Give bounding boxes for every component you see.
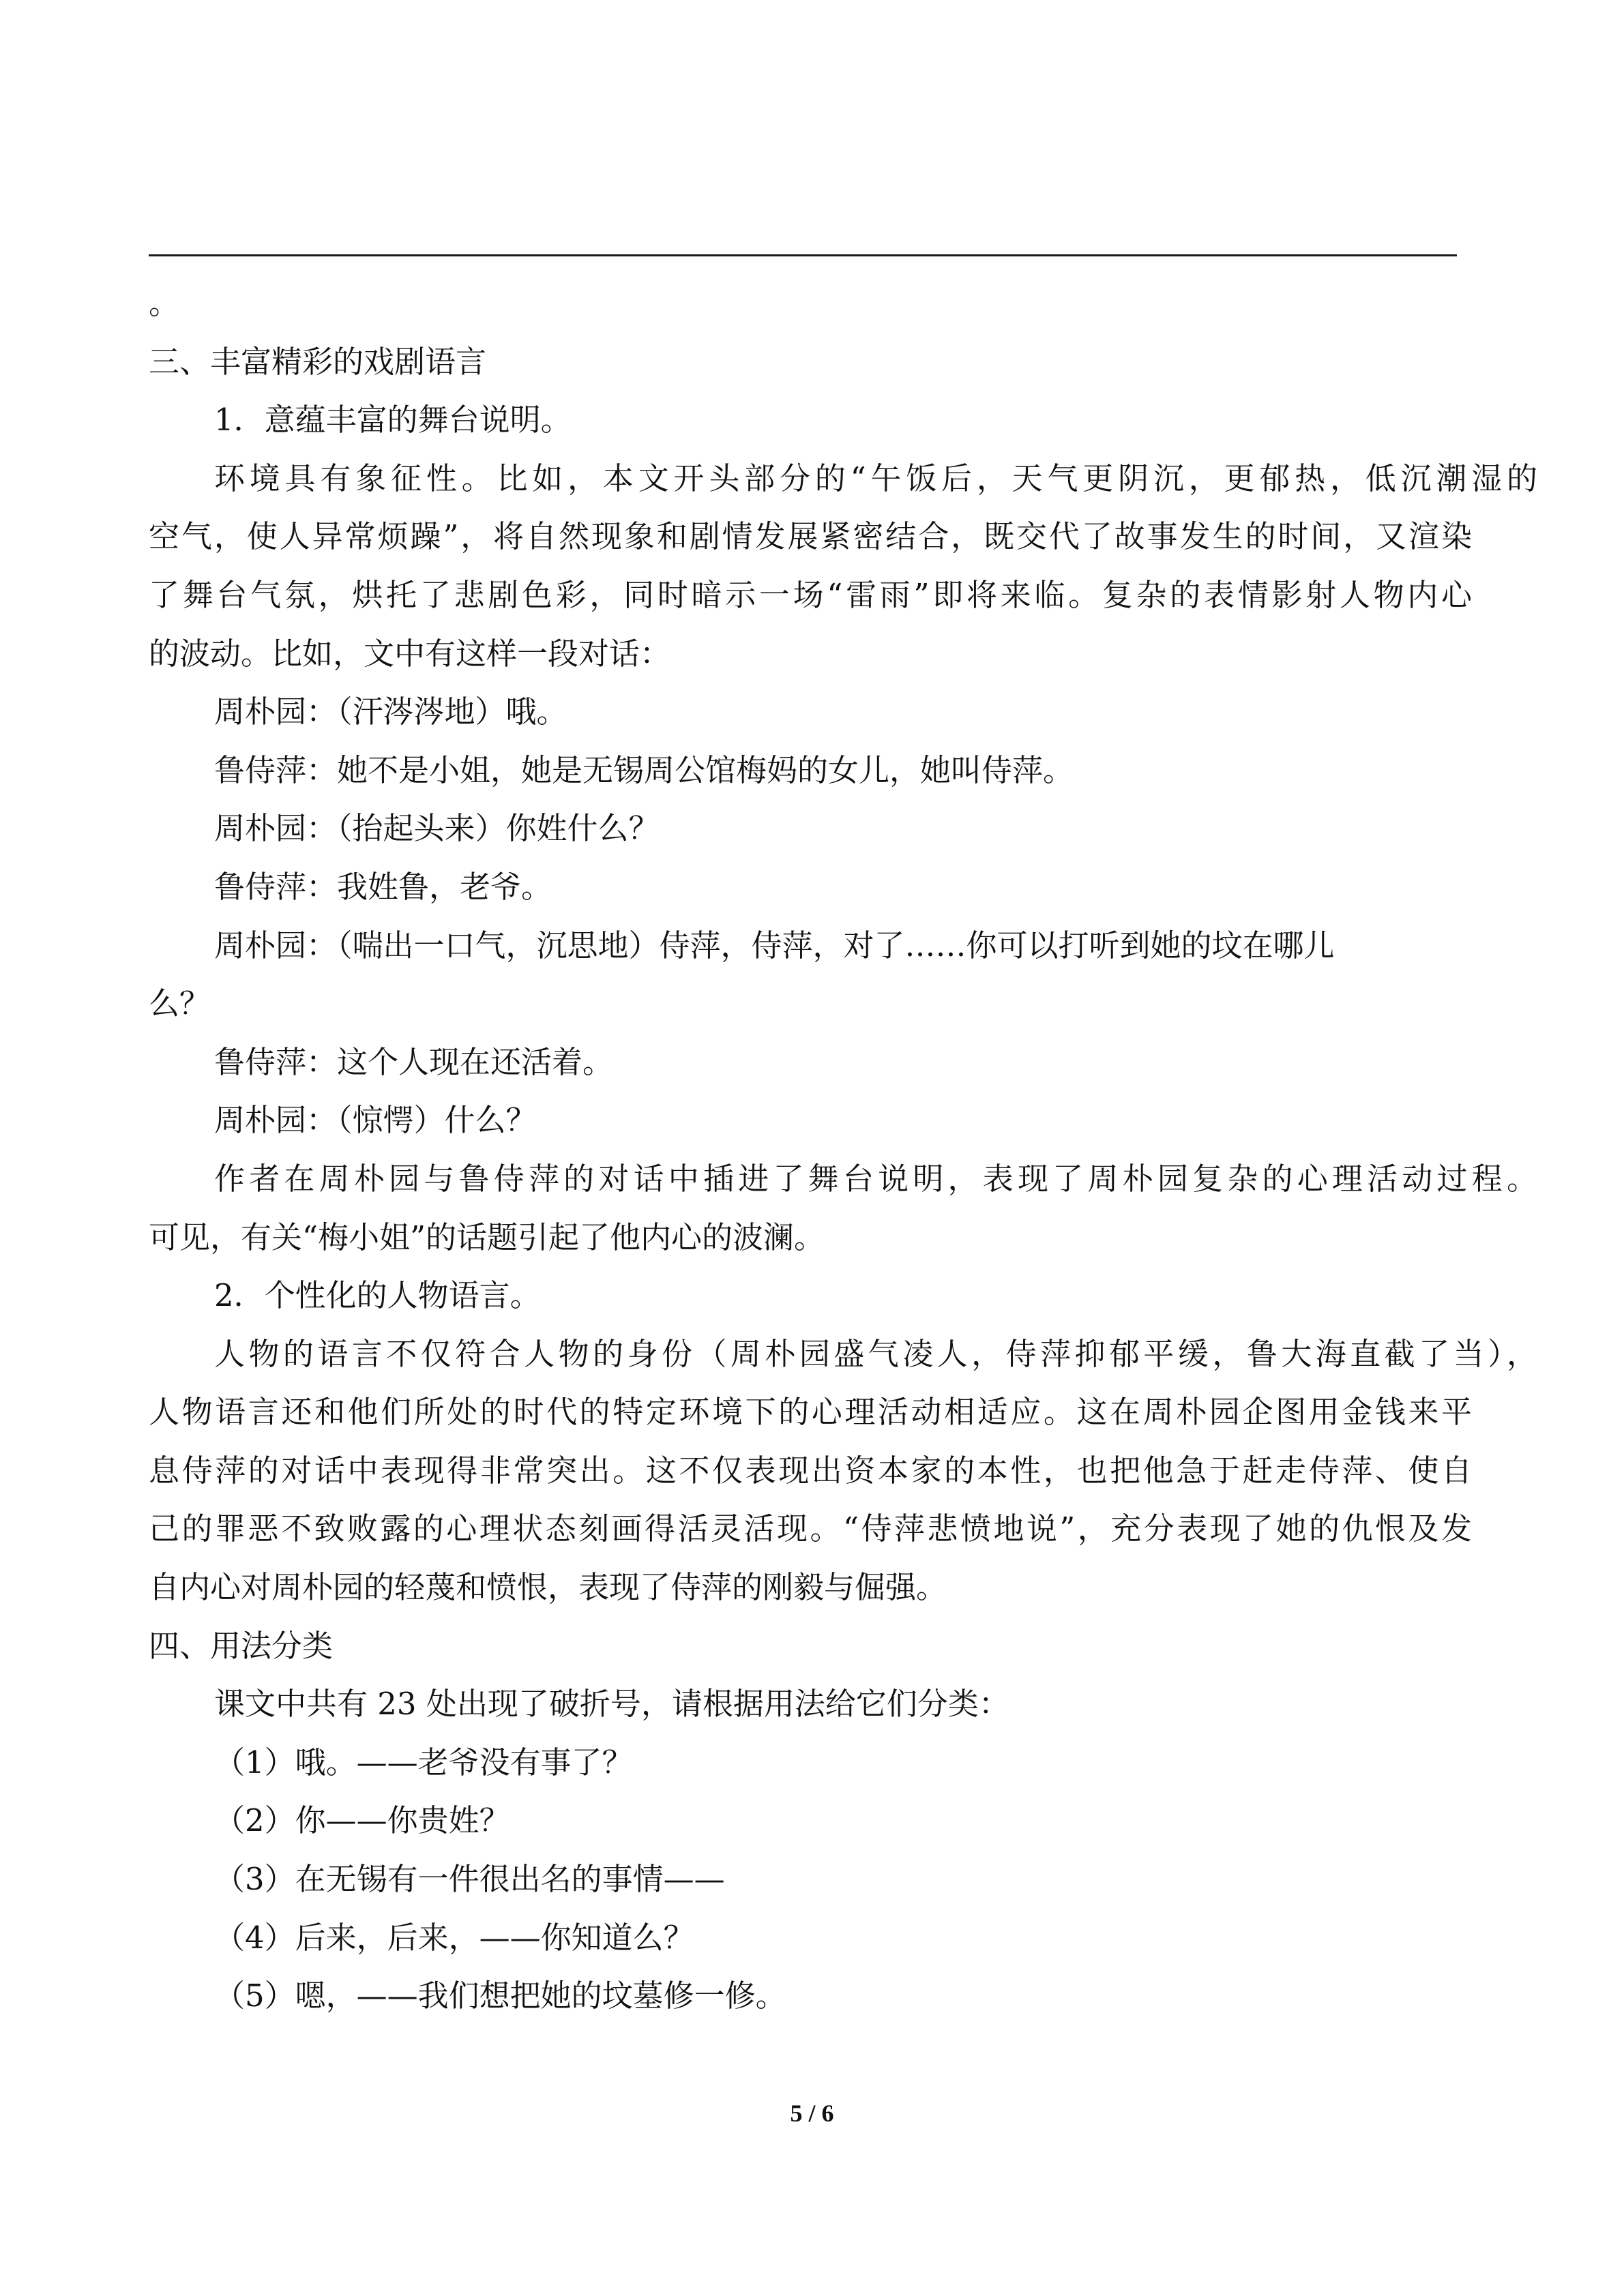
paragraph-line: 息侍萍的对话中表现得非常突出。这不仅表现出资本家的本性，也把他急于赶走侍萍、使自 xyxy=(149,1452,1472,1489)
paragraph-line: 人物语言还和他们所处的时代的特定环境下的心理活动相适应。这在周朴园企图用金钱来平 xyxy=(149,1394,1472,1431)
dialogue-line: 周朴园：（汗涔涔地）哦。 xyxy=(214,694,567,730)
list-item: （3）在无锡有一件很出名的事情—— xyxy=(214,1861,725,1898)
body-text xyxy=(149,274,1537,2025)
dialogue-line: 周朴园：（惊愕）什么？ xyxy=(214,1102,537,1139)
paragraph-line: 人物的语言不仅符合人物的身份（周朴园盛气凌人，侍萍抑郁平缓，鲁大海直截了当）， xyxy=(214,1335,1537,1372)
paragraph-line: 作者在周朴园与鲁侍萍的对话中插进了舞台说明，表现了周朴园复杂的心理活动过程。 xyxy=(214,1160,1537,1197)
section-heading-4: 四、用法分类 xyxy=(149,1627,334,1664)
dialogue-line: 周朴园：（喘出一口气，沉思地）侍萍，侍萍，对了……你可以打听到她的坟在哪儿 xyxy=(214,927,1335,964)
dialogue-line: 么？ xyxy=(149,985,211,1022)
paragraph-line: 空气，使人异常烦躁”，将自然现象和剧情发展紧密结合，既交代了故事发生的时间，又渲染 xyxy=(149,518,1472,555)
answer-line xyxy=(149,254,1457,256)
subheading-2: 2．个性化的人物语言。 xyxy=(214,1277,541,1314)
dialogue-line: 周朴园：（抬起头来）你姓什么？ xyxy=(214,810,660,847)
paragraph-line: 课文中共有 23 处出现了破折号，请根据用法给它们分类： xyxy=(214,1686,1009,1723)
list-item: （2）你——你贵姓？ xyxy=(214,1802,510,1839)
paragraph-line: 环境具有象征性。比如，本文开头部分的“午饭后，天气更阴沉，更郁热，低沉潮湿的 xyxy=(214,460,1537,496)
text-line: 。 xyxy=(149,285,180,321)
paragraph-line: 的波动。比如，文中有这样一段对话： xyxy=(149,635,671,672)
subheading-1: 1．意蕴丰富的舞台说明。 xyxy=(214,402,572,438)
dialogue-line: 鲁侍萍：她不是小姐，她是无锡周公馆梅妈的女儿，她叫侍萍。 xyxy=(214,751,1074,788)
section-heading-3: 三、丰富精彩的戏剧语言 xyxy=(149,343,487,380)
list-item: （4）后来，后来，——你知道么？ xyxy=(214,1919,694,1956)
paragraph-line: 可见，有关“梅小姐”的话题引起了他内心的波澜。 xyxy=(149,1219,825,1255)
paragraph-line: 了舞台气氛，烘托了悲剧色彩，同时暗示一场“雷雨”即将来临。复杂的表情影射人物内心 xyxy=(149,576,1472,613)
dialogue-line: 鲁侍萍：我姓鲁，老爷。 xyxy=(214,868,552,905)
page-number: 5 / 6 xyxy=(790,2100,834,2127)
dialogue-line: 鲁侍萍：这个人现在还活着。 xyxy=(214,1043,614,1080)
paragraph-line: 自内心对周朴园的轻蔑和愤恨，表现了侍萍的刚毅与倔强。 xyxy=(149,1569,947,1606)
paragraph-line: 己的罪恶不致败露的心理状态刻画得活灵活现。“侍萍悲愤地说”，充分表现了她的仇恨及发 xyxy=(149,1510,1472,1547)
list-item: （5）嗯，——我们想把她的坟墓修一修。 xyxy=(214,1978,786,2014)
list-item: （1）哦。——老爷没有事了？ xyxy=(214,1744,633,1780)
